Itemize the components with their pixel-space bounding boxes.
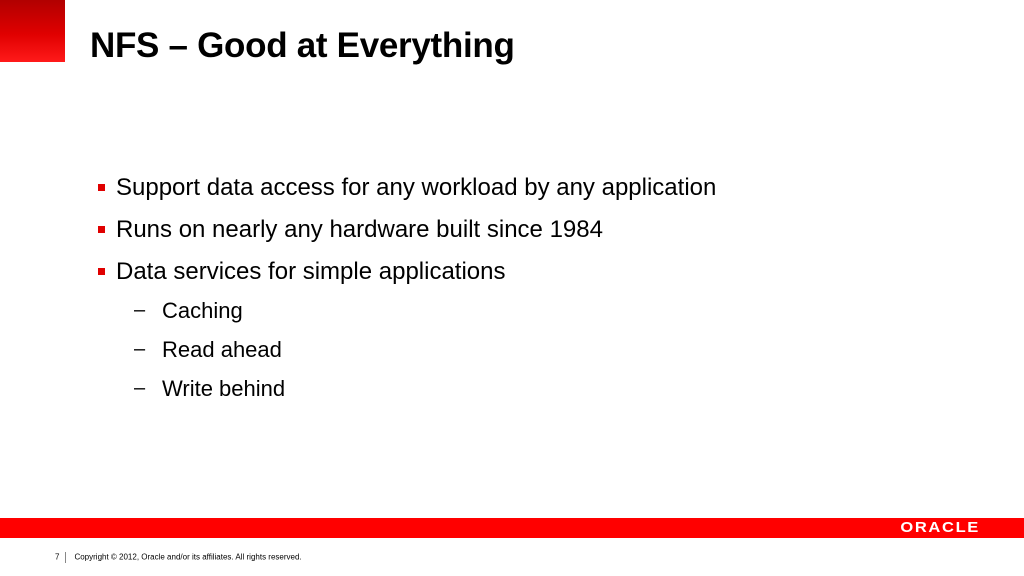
page-number: 7 [55, 552, 60, 562]
dash-bullet-icon: – [134, 299, 146, 321]
oracle-logo: ORACLE [900, 519, 980, 536]
bullet-text: Runs on nearly any hardware built since 1984 [116, 216, 603, 243]
sub-bullet-text: Write behind [162, 376, 286, 401]
sub-bullet-item [134, 335, 978, 364]
footer-divider [65, 552, 66, 563]
square-bullet-icon [98, 268, 105, 275]
sub-bullet-list [134, 296, 978, 403]
bullet-item [98, 172, 978, 204]
bullet-list [98, 172, 978, 413]
corner-accent-block [0, 0, 65, 62]
copyright-text: Copyright © 2012, Oracle and/or its affiliates. All rights reserved. [74, 552, 302, 562]
bullet-text: Data services for simple applications [116, 258, 506, 285]
sub-bullet-text: Read ahead [162, 337, 282, 362]
square-bullet-icon [98, 184, 105, 191]
sub-bullet-item [134, 374, 978, 403]
sub-bullet-text: Caching [162, 298, 243, 323]
slide-title: NFS – Good at Everything [90, 26, 515, 65]
footer-bar [0, 518, 1024, 538]
footer-line [55, 552, 302, 563]
bullet-item [98, 214, 978, 246]
dash-bullet-icon: – [134, 338, 146, 360]
dash-bullet-icon: – [134, 377, 146, 399]
bullet-item [98, 256, 978, 403]
sub-bullet-item [134, 296, 978, 325]
bullet-text: Support data access for any workload by any application [116, 174, 717, 201]
square-bullet-icon [98, 226, 105, 233]
